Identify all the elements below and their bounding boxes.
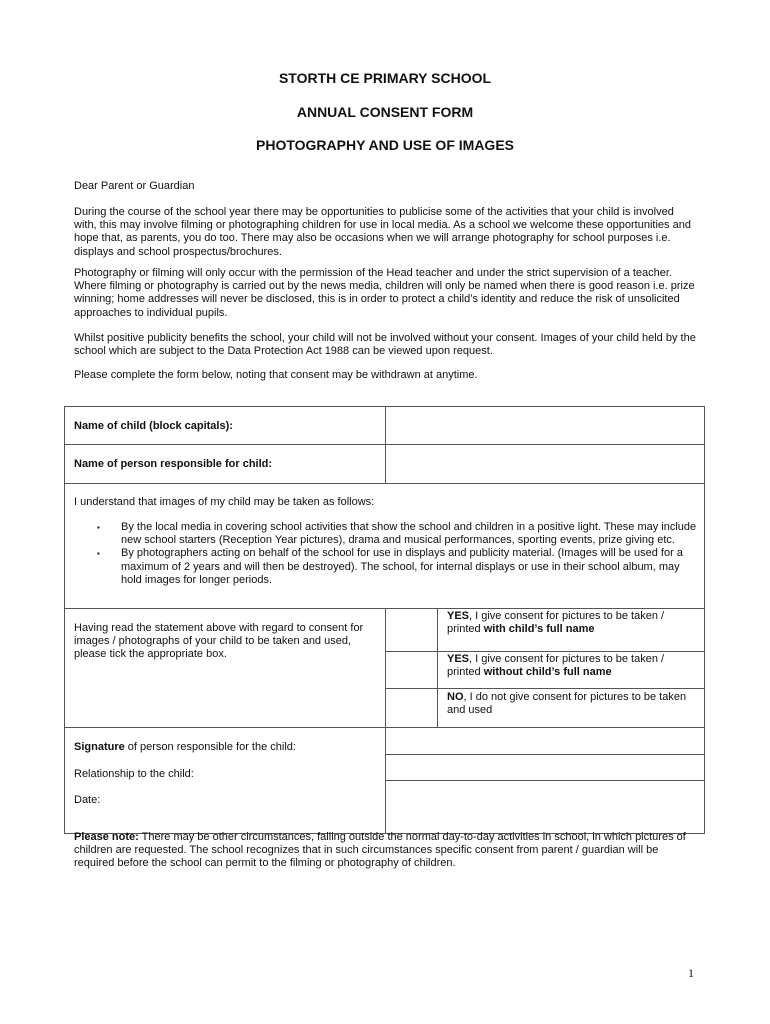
option-without-name: [447, 653, 697, 679]
bullet-text: By the local media in covering school activities that show the school and children in a positive light. These may include new school starters (Reception Year pictures), drama and musical performances, sporting events, prize giving etc.: [121, 521, 697, 547]
understand-statement: I understand that images of my child may be taken as follows:: [74, 496, 375, 508]
tick-instruction: Having read the statement above with regard to consent for images / photographs of your child to be taken and used, please tick the appropriate box.: [74, 622, 364, 661]
option-emphasis: with child’s full name: [483, 623, 595, 636]
responsible-person-label: Name of person responsible for child:: [74, 458, 273, 470]
option-keyword: NO: [447, 691, 464, 703]
consent-full-name-tickbox[interactable]: [386, 609, 438, 651]
option-no-consent: [447, 691, 687, 717]
please-note-paragraph: [74, 831, 696, 871]
column-divider: [385, 407, 386, 483]
intro-paragraph: During the course of the school year there may be opportunities to publicise some of the activities that your child is involved with, this may involve filming or photographing children for use in local media. As a school we welcome these opportunities and hope that, as parents, you do too. There may also be occasions when we will arrange photography for school purposes i.e. displays and school prospectus/brochures.: [74, 206, 691, 258]
bullet-icon: ▪: [97, 523, 100, 532]
child-name-input[interactable]: [391, 415, 701, 439]
form-title: ANNUAL CONSENT FORM: [296, 104, 474, 120]
signature-label: [74, 741, 296, 754]
signature-label-rest: of person responsible for the child:: [124, 741, 296, 753]
child-name-label: Name of child (block capitals):: [74, 420, 233, 432]
usage-bullet-school: [97, 547, 697, 587]
option-emphasis: without child’s full name: [483, 666, 612, 679]
option-keyword: YES: [447, 653, 470, 665]
date-label: Date:: [74, 794, 101, 806]
greeting: Dear Parent or Guardian: [74, 180, 195, 192]
option-text: , I do not give consent for pictures to be taken and used: [447, 691, 687, 717]
responsible-person-input[interactable]: [391, 453, 701, 477]
bullet-icon: ▪: [97, 549, 100, 559]
school-name: STORTH CE PRIMARY SCHOOL: [278, 70, 492, 86]
consent-without-name-tickbox[interactable]: [386, 652, 438, 688]
option-keyword: YES: [447, 610, 470, 622]
option-text: , I give consent for pictures to be taken / printed: [447, 653, 665, 679]
note-label: Please note:: [74, 831, 139, 843]
date-input[interactable]: [391, 785, 701, 805]
row-divider: [65, 483, 704, 484]
signature-label-bold: Signature: [74, 741, 125, 753]
note-text: There may be other circumstances, falling outside the normal day-to-day activities in school, in which pictures of children are requested. The school recognizes that in such circumstances specific consent from parent / guardian will be required before the school can permit to the filming or photography of children.: [74, 831, 686, 870]
usage-bullet-list: [97, 521, 697, 587]
form-subject: PHOTOGRAPHY AND USE OF IMAGES: [256, 137, 514, 153]
supervision-paragraph: Photography or filming will only occur with the permission of the Head teacher and under the strict supervision of a teacher. Where filming or photography is carried out by the news media, children will only be named when there is good reason i.e. prize winning; home addresses will never be disclosed, this is in order to protect a child’s identity and reduce the risk of unsolicited approaches to individual pupils.: [74, 267, 695, 319]
bullet-text: By photographers acting on behalf of the school for use in displays and publicity material. (Images will be used for a maximum of 2 years and will then be destroyed). The school, for internal displays or use in their school album, may hold images for longer periods.: [121, 547, 683, 586]
option-text: , I give consent for pictures to be taken / printed: [447, 610, 665, 636]
consent-paragraph: Whilst positive publicity benefits the school, your child will not be involved without your consent. Images of your child held by the school which are subject to the Data Protection Act 1988 can be viewed upon request.: [74, 332, 696, 358]
row-divider: [386, 754, 704, 755]
option-full-name: [447, 610, 697, 636]
relationship-label: Relationship to the child:: [74, 768, 194, 780]
row-divider: [386, 780, 704, 781]
page-number: 1: [688, 966, 694, 980]
relationship-input[interactable]: [391, 758, 701, 778]
usage-bullet-media: [97, 521, 697, 547]
instruction-paragraph: Please complete the form below, noting that consent may be withdrawn at anytime.: [74, 369, 478, 381]
no-consent-tickbox[interactable]: [386, 689, 438, 727]
consent-form-table: [64, 406, 705, 834]
signature-input[interactable]: [391, 732, 701, 752]
